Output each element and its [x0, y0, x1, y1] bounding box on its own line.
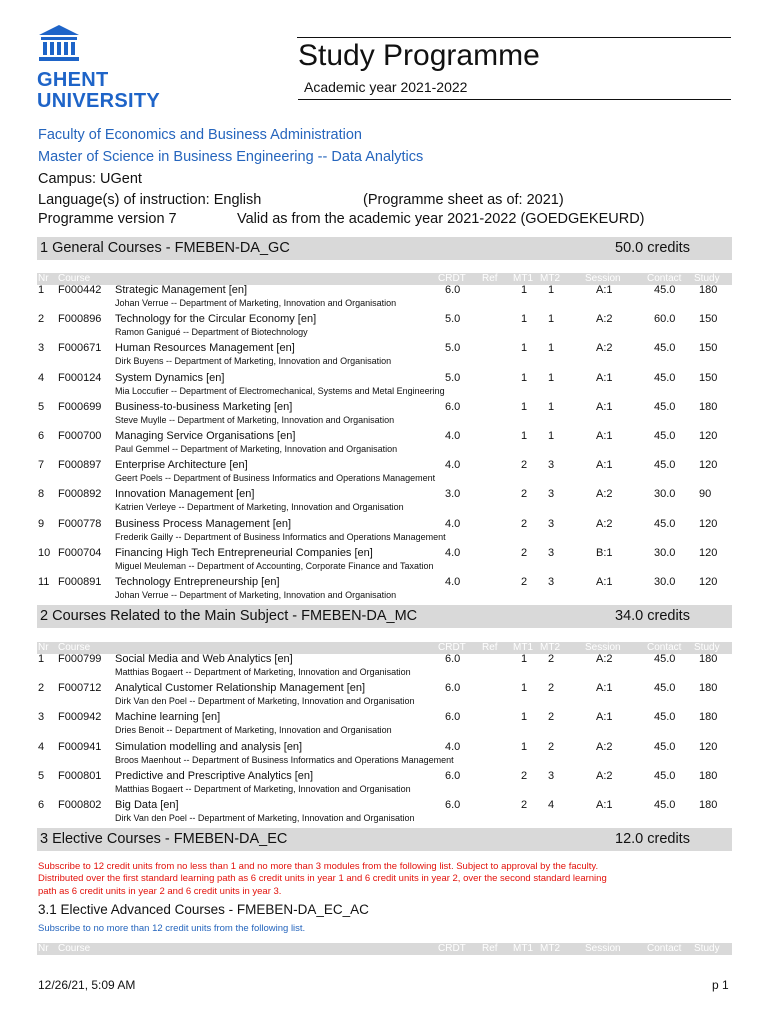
course-code: F000801	[58, 769, 102, 782]
print-timestamp: 12/26/21, 5:09 AM	[38, 978, 136, 992]
course-contact-hours: 45.0	[654, 653, 676, 665]
col-mt2: MT2	[540, 273, 560, 284]
section-credits: 34.0 credits	[615, 608, 690, 624]
course-row	[37, 488, 732, 517]
course-name: Social Media and Web Analytics [en]	[115, 653, 293, 665]
course-name: Simulation modelling and analysis [en]	[115, 740, 303, 753]
course-lecturer: Geert Poels -- Department of Business Informatics and Operations Management	[115, 473, 436, 484]
course-nr: 11	[38, 576, 50, 588]
course-session: A:1	[596, 400, 613, 413]
col-study: Study	[694, 273, 720, 284]
course-contact-hours: 45.0	[654, 682, 676, 695]
section-credits: 50.0 credits	[615, 240, 690, 256]
course-name: Big Data [en]	[115, 799, 179, 811]
course-session: A:1	[596, 682, 613, 695]
course-mt1: 1	[521, 653, 528, 665]
course-row	[37, 711, 732, 740]
course-contact-hours: 45.0	[654, 400, 676, 413]
course-row	[37, 547, 732, 576]
course-study-hours: 120	[699, 546, 718, 559]
course-contact-hours: 45.0	[654, 769, 676, 782]
course-credits: 6.0	[445, 653, 461, 665]
course-name: Technology Entrepreneurship [en]	[115, 576, 280, 588]
course-nr: 1	[38, 284, 45, 296]
course-row	[37, 576, 732, 605]
course-session: A:2	[596, 313, 613, 326]
course-mt2: 1	[548, 371, 555, 384]
course-mt2: 2	[548, 740, 555, 753]
course-nr: 6	[38, 430, 45, 442]
course-name: Business-to-business Marketing [en]	[115, 400, 293, 413]
course-row	[37, 372, 732, 401]
col-study: Study	[694, 642, 720, 653]
course-study-hours: 180	[699, 682, 718, 695]
course-mt1: 1	[521, 430, 528, 442]
course-name: Technology for the Circular Economy [en]	[115, 313, 317, 326]
course-mt1: 2	[521, 488, 528, 501]
course-credits: 4.0	[445, 576, 461, 588]
course-name: Managing Service Organisations [en]	[115, 430, 296, 442]
title-bottom-rule	[298, 99, 731, 100]
course-lecturer: Dirk Buyens -- Department of Marketing, Innovation and Organisation	[115, 356, 392, 367]
course-credits: 4.0	[445, 546, 461, 559]
course-credits: 6.0	[445, 682, 461, 695]
course-mt1: 2	[521, 799, 528, 811]
course-code: F000778	[58, 517, 102, 530]
course-session: A:2	[596, 740, 613, 753]
section-general-courses	[37, 237, 732, 260]
course-mt1: 1	[521, 400, 528, 413]
course-name: Financing High Tech Entrepreneurial Companies [en]	[115, 546, 373, 559]
course-lecturer: Frederik Gailly -- Department of Business Informatics and Operations Management	[115, 531, 446, 542]
course-credits: 4.0	[445, 459, 461, 472]
course-session: A:2	[596, 769, 613, 782]
course-mt2: 1	[548, 313, 555, 326]
course-mt1: 1	[521, 682, 528, 695]
col-mt1: MT1	[513, 273, 533, 284]
course-session: A:1	[596, 371, 613, 384]
course-study-hours: 90	[699, 488, 712, 501]
course-credits: 6.0	[445, 400, 461, 413]
course-name: Predictive and Prescriptive Analytics [en]	[115, 769, 314, 782]
course-mt1: 1	[521, 711, 528, 724]
course-session: A:2	[596, 342, 613, 355]
course-name: Human Resources Management [en]	[115, 342, 295, 355]
course-study-hours: 150	[699, 342, 718, 355]
course-lecturer: Miguel Meuleman -- Department of Accounting, Corporate Finance and Taxation	[115, 560, 434, 571]
course-name: Business Process Management [en]	[115, 517, 292, 530]
course-nr: 4	[38, 371, 45, 384]
course-lecturer: Dries Benoit -- Department of Marketing, Innovation and Organisation	[115, 725, 392, 736]
course-code: F000442	[58, 284, 102, 296]
course-nr: 4	[38, 740, 45, 753]
col-ref: Ref	[482, 943, 498, 954]
course-lecturer: Dirk Van den Poel -- Department of Marketing, Innovation and Organisation	[115, 813, 415, 823]
course-credits: 4.0	[445, 430, 461, 442]
course-credits: 6.0	[445, 769, 461, 782]
course-credits: 3.0	[445, 488, 461, 501]
course-study-hours: 180	[699, 769, 718, 782]
course-lecturer: Paul Gemmel -- Department of Marketing, Innovation and Organisation	[115, 444, 398, 454]
col-session: Session	[585, 273, 621, 284]
course-nr: 7	[38, 459, 45, 472]
course-contact-hours: 60.0	[654, 313, 676, 326]
course-mt2: 3	[548, 546, 555, 559]
course-name: Machine learning [en]	[115, 711, 221, 724]
course-row	[37, 682, 732, 711]
col-course: Course	[58, 943, 91, 954]
course-row	[37, 799, 732, 828]
course-nr: 1	[38, 653, 45, 665]
course-row	[37, 770, 732, 799]
course-mt2: 3	[548, 459, 555, 472]
course-study-hours: 180	[699, 799, 718, 811]
col-ref: Ref	[482, 642, 498, 653]
course-contact-hours: 45.0	[654, 342, 676, 355]
course-lecturer: Johan Verrue -- Department of Marketing, Innovation and Organisation	[115, 590, 397, 600]
course-nr: 2	[38, 313, 45, 326]
course-study-hours: 180	[699, 711, 718, 724]
valid-from: Valid as from the academic year 2021-2022 (GOEDGEKEURD)	[237, 211, 645, 227]
course-session: B:1	[596, 546, 613, 559]
course-study-hours: 180	[699, 400, 718, 413]
course-mt2: 3	[548, 517, 555, 530]
col-course: Course	[58, 273, 91, 284]
course-session: A:1	[596, 284, 613, 296]
course-nr: 5	[38, 400, 45, 413]
col-crdt: CRDT	[438, 273, 466, 284]
col-study: Study	[694, 943, 720, 954]
course-code: F000942	[58, 711, 102, 724]
course-code: F000671	[58, 342, 102, 355]
campus: Campus: UGent	[38, 171, 142, 187]
course-lecturer: Mia Loccufier -- Department of Electromechanical, Systems and Metal Engineering	[115, 385, 445, 396]
faculty-name: Faculty of Economics and Business Administration	[38, 127, 362, 143]
course-mt1: 1	[521, 371, 528, 384]
col-nr: Nr	[38, 273, 49, 284]
course-code: F000897	[58, 459, 102, 472]
course-study-hours: 150	[699, 371, 718, 384]
col-mt1: MT1	[513, 943, 533, 954]
course-lecturer: Katrien Verleye -- Department of Marketing, Innovation and Organisation	[115, 502, 404, 513]
col-session: Session	[585, 943, 621, 954]
course-contact-hours: 45.0	[654, 459, 676, 472]
course-mt1: 1	[521, 284, 528, 296]
course-nr: 5	[38, 769, 45, 782]
col-mt2: MT2	[540, 943, 560, 954]
course-mt2: 3	[548, 488, 555, 501]
course-code: F000802	[58, 799, 102, 811]
course-nr: 9	[38, 517, 45, 530]
course-mt2: 2	[548, 711, 555, 724]
course-session: A:2	[596, 488, 613, 501]
title-top-rule	[297, 37, 731, 38]
course-code: F000124	[58, 371, 102, 384]
course-mt2: 1	[548, 400, 555, 413]
language: Language(s) of instruction: English	[38, 192, 262, 208]
course-contact-hours: 45.0	[654, 711, 676, 724]
course-code: F000892	[58, 488, 102, 501]
column-header-row	[37, 943, 732, 955]
course-contact-hours: 30.0	[654, 488, 676, 501]
course-code: F000712	[58, 682, 102, 695]
col-session: Session	[585, 642, 621, 653]
course-contact-hours: 30.0	[654, 576, 676, 588]
col-crdt: CRDT	[438, 642, 466, 653]
course-code: F000941	[58, 740, 102, 753]
course-lecturer: Steve Muylle -- Department of Marketing, Innovation and Organisation	[115, 414, 395, 425]
course-mt2: 1	[548, 430, 555, 442]
course-row	[37, 430, 732, 459]
course-mt2: 2	[548, 682, 555, 695]
course-row	[37, 459, 732, 488]
course-lecturer: Dirk Van den Poel -- Department of Marketing, Innovation and Organisation	[115, 696, 415, 707]
course-name: Analytical Customer Relationship Management [en]	[115, 682, 366, 695]
course-session: A:1	[596, 799, 613, 811]
academic-year: Academic year 2021-2022	[304, 79, 468, 95]
course-session: A:1	[596, 459, 613, 472]
course-contact-hours: 45.0	[654, 799, 676, 811]
course-session: A:1	[596, 430, 613, 442]
course-mt1: 2	[521, 517, 528, 530]
col-ref: Ref	[482, 273, 498, 284]
course-nr: 6	[38, 799, 45, 811]
course-mt1: 2	[521, 459, 528, 472]
course-contact-hours: 45.0	[654, 430, 676, 442]
course-credits: 5.0	[445, 371, 461, 384]
course-mt1: 1	[521, 740, 528, 753]
course-mt2: 3	[548, 769, 555, 782]
course-nr: 8	[38, 488, 45, 501]
col-mt1: MT1	[513, 642, 533, 653]
page-title: Study Programme	[298, 39, 540, 72]
course-study-hours: 150	[699, 313, 718, 326]
course-name: Innovation Management [en]	[115, 488, 255, 501]
course-credits: 4.0	[445, 517, 461, 530]
course-contact-hours: 45.0	[654, 284, 676, 296]
course-code: F000891	[58, 576, 102, 588]
course-mt1: 2	[521, 546, 528, 559]
course-name: Enterprise Architecture [en]	[115, 459, 248, 472]
course-lecturer: Johan Verrue -- Department of Marketing, Innovation and Organisation	[115, 298, 397, 308]
course-lecturer: Ramon Ganigué -- Department of Biotechnology	[115, 327, 308, 338]
course-row	[37, 313, 732, 342]
course-session: A:1	[596, 576, 613, 588]
logo-line-ghent: GHENT	[37, 69, 109, 91]
university-building-icon	[37, 24, 81, 62]
course-session: A:1	[596, 711, 613, 724]
course-contact-hours: 45.0	[654, 371, 676, 384]
course-mt2: 1	[548, 342, 555, 355]
col-contact: Contact	[647, 943, 682, 954]
course-credits: 5.0	[445, 313, 461, 326]
course-row	[37, 342, 732, 371]
section-title: 2 Courses Related to the Main Subject - FMEBEN-DA_MC	[40, 608, 418, 624]
logo-wordmark	[37, 69, 161, 112]
section-elective-courses	[37, 828, 732, 851]
col-mt2: MT2	[540, 642, 560, 653]
course-study-hours: 120	[699, 517, 718, 530]
course-name: System Dynamics [en]	[115, 371, 225, 384]
page-number: p 1	[712, 978, 729, 992]
course-contact-hours: 45.0	[654, 740, 676, 753]
subsection-title: 3.1 Elective Advanced Courses - FMEBEN-DA_EC_AC	[38, 902, 369, 917]
course-code: F000896	[58, 313, 102, 326]
section-title: 1 General Courses - FMEBEN-DA_GC	[40, 240, 290, 256]
course-row	[37, 653, 732, 682]
course-credits: 6.0	[445, 284, 461, 296]
section-credits: 12.0 credits	[615, 831, 690, 847]
course-mt1: 2	[521, 769, 528, 782]
course-row	[37, 284, 732, 313]
subsection-note: Subscribe to no more than 12 credit units from the following list.	[38, 923, 306, 934]
ghent-university-logo	[37, 24, 161, 112]
section-main-subject-courses	[37, 605, 732, 628]
programme-name: Master of Science in Business Engineering -- Data Analytics	[38, 149, 424, 165]
course-code: F000704	[58, 546, 102, 559]
course-mt2: 2	[548, 653, 555, 665]
course-study-hours: 180	[699, 653, 718, 665]
course-name: Strategic Management [en]	[115, 284, 248, 296]
course-mt2: 4	[548, 799, 555, 811]
col-contact: Contact	[647, 273, 682, 284]
course-study-hours: 180	[699, 284, 718, 296]
col-contact: Contact	[647, 642, 682, 653]
course-nr: 2	[38, 682, 45, 695]
course-session: A:2	[596, 653, 613, 665]
course-contact-hours: 30.0	[654, 546, 676, 559]
col-crdt: CRDT	[438, 943, 466, 954]
course-nr: 10	[38, 546, 51, 559]
course-mt1: 2	[521, 576, 528, 588]
course-mt1: 1	[521, 342, 528, 355]
course-mt2: 1	[548, 284, 555, 296]
course-row	[37, 741, 732, 770]
logo-line-university: UNIVERSITY	[37, 90, 161, 112]
course-lecturer: Broos Maenhout -- Department of Business Informatics and Operations Management	[115, 754, 454, 765]
course-mt2: 3	[548, 576, 555, 588]
elective-note: Subscribe to 12 credit units from no less than 1 and no more than 3 modules from the following list. Subject to approval by the faculty. Distributed over the first standard learning path as 6 credit units in year 1 and 6 credit units in year 2, over the second standard learning path as 6 credit units in year 2 and 6 credit units in year 3.	[38, 861, 607, 897]
course-code: F000699	[58, 400, 102, 413]
course-lecturer: Matthias Bogaert -- Department of Marketing, Innovation and Organisation	[115, 667, 411, 677]
course-code: F000799	[58, 653, 102, 665]
course-credits: 4.0	[445, 740, 461, 753]
course-mt1: 1	[521, 313, 528, 326]
col-nr: Nr	[38, 943, 49, 954]
course-session: A:2	[596, 517, 613, 530]
course-row	[37, 401, 732, 430]
section-title: 3 Elective Courses - FMEBEN-DA_EC	[40, 831, 288, 847]
sheet-date: (Programme sheet as of: 2021)	[363, 192, 564, 208]
col-nr: Nr	[38, 642, 49, 653]
course-study-hours: 120	[699, 459, 718, 472]
programme-version: Programme version 7	[38, 211, 177, 227]
course-study-hours: 120	[699, 740, 718, 753]
course-row	[37, 518, 732, 547]
course-credits: 5.0	[445, 342, 461, 355]
course-study-hours: 120	[699, 576, 718, 588]
course-nr: 3	[38, 342, 45, 355]
course-nr: 3	[38, 711, 45, 724]
course-contact-hours: 45.0	[654, 517, 676, 530]
course-credits: 6.0	[445, 799, 461, 811]
course-study-hours: 120	[699, 430, 718, 442]
course-lecturer: Matthias Bogaert -- Department of Marketing, Innovation and Organisation	[115, 783, 411, 794]
course-code: F000700	[58, 430, 102, 442]
col-course: Course	[58, 642, 91, 653]
course-credits: 6.0	[445, 711, 461, 724]
